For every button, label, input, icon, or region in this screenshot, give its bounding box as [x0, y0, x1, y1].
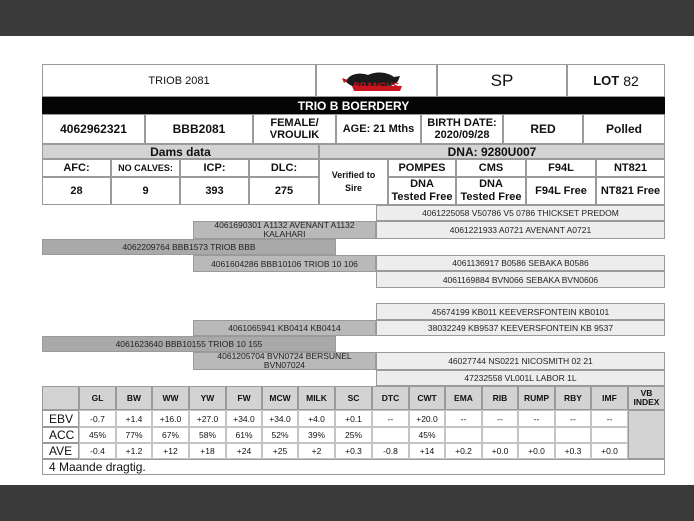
test-f94l-result: F94L Free	[526, 177, 596, 205]
ebv-value-cell: +0.2	[445, 443, 482, 459]
ebv-value-cell: +1.2	[116, 443, 152, 459]
ebv-column-header: MILK	[298, 386, 335, 410]
ebv-value-cell: --	[555, 410, 591, 427]
lot-number: 82	[623, 72, 639, 89]
ebv-row-label: AVE	[42, 443, 79, 459]
ebv-column-header: DTC	[372, 386, 409, 410]
ebv-value-cell: +0.0	[482, 443, 518, 459]
ebv-value-cell	[555, 427, 591, 443]
ebv-value-cell: 67%	[152, 427, 189, 443]
animal-colour: RED	[503, 114, 583, 144]
ebv-value-cell: --	[482, 410, 518, 427]
animal-age: AGE: 21 Mths	[336, 114, 421, 144]
ebv-value-cell: +0.3	[335, 443, 372, 459]
ebv-column-header: VB INDEX	[628, 386, 665, 410]
logo-text: BRANGUS	[353, 81, 399, 91]
ebv-value-cell: +4.0	[298, 410, 335, 427]
ebv-value-cell: 52%	[262, 427, 298, 443]
pedigree-sire-sire-dam: 4061221933 A0721 AVENANT A0721	[376, 221, 665, 239]
pedigree-dam-dam: 4061205704 BVN0724 BERSUNEL BVN07024	[193, 352, 376, 370]
ebv-value-cell: +24	[226, 443, 262, 459]
pedigree-sire-dam: 4061604286 BBB10106 TRIOB 10 106	[193, 255, 376, 272]
ebv-column-header: EMA	[445, 386, 482, 410]
ebv-value-cell: --	[518, 410, 555, 427]
ebv-value-cell: +0.1	[335, 410, 372, 427]
ebv-value-cell: +18	[189, 443, 226, 459]
ebv-value-cell: +16.0	[152, 410, 189, 427]
ebv-value-cell: 45%	[79, 427, 116, 443]
ebv-value-cell: +2	[298, 443, 335, 459]
no-calves-value: 9	[111, 177, 180, 205]
animal-polled: Polled	[583, 114, 665, 144]
ebv-column-header: WW	[152, 386, 189, 410]
pregnancy-note: 4 Maande dragtig.	[42, 459, 665, 475]
ebv-value-cell: +12	[152, 443, 189, 459]
ebv-value-cell: --	[445, 410, 482, 427]
ebv-value-cell: +1.4	[116, 410, 152, 427]
dlc-label: DLC:	[249, 159, 319, 177]
test-pompes-result: DNA Tested Free	[388, 177, 456, 205]
ebv-column-header: IMF	[591, 386, 628, 410]
top-letterbox-bar	[0, 0, 694, 36]
verified-to-sire: Verified to Sire	[319, 159, 388, 205]
ebv-column-header: RBY	[555, 386, 591, 410]
ebv-value-cell: -0.7	[79, 410, 116, 427]
ebv-corner-cell	[42, 386, 79, 410]
test-f94l-label: F94L	[526, 159, 596, 177]
pedigree-dam-dam-dam: 47232558 VL001L LABOR 1L	[376, 370, 665, 386]
afc-value: 28	[42, 177, 111, 205]
afc-label: AFC:	[42, 159, 111, 177]
lot-box	[567, 64, 665, 97]
animal-name-title: TRIO B BOERDERY	[42, 97, 665, 114]
dna-code: DNA: 9280U007	[319, 144, 665, 159]
ebv-value-cell: -0.8	[372, 443, 409, 459]
ebv-value-cell: +0.3	[555, 443, 591, 459]
pedigree-dam-sire-dam: 38032249 KB9537 KEEVERSFONTEIN KB 9537	[376, 320, 665, 336]
test-nt821-label: NT821	[596, 159, 665, 177]
ebv-value-cell: 45%	[409, 427, 445, 443]
animal-id: 4062962321	[42, 114, 145, 144]
ebv-value-cell: -0.4	[79, 443, 116, 459]
ebv-row-label: ACC	[42, 427, 79, 443]
ebv-column-header: RIB	[482, 386, 518, 410]
dlc-value: 275	[249, 177, 319, 205]
ebv-row-label: EBV	[42, 410, 79, 427]
pedigree-dam-sire: 4061065941 KB0414 KB0414	[193, 320, 376, 336]
pedigree-sire-sire-sire: 4061225058 V50786 V5 0786 THICKSET PREDOM	[376, 205, 665, 221]
ebv-column-header: YW	[189, 386, 226, 410]
ebv-value-cell: +20.0	[409, 410, 445, 427]
pedigree-dam-dam-sire: 46027744 NS0221 NICOSMITH 02 21	[376, 352, 665, 370]
test-cms-result: DNA Tested Free	[456, 177, 526, 205]
ebv-column-header: MCW	[262, 386, 298, 410]
ebv-value-cell: +0.0	[518, 443, 555, 459]
test-cms-label: CMS	[456, 159, 526, 177]
pedigree-sire-dam-dam: 4061169884 BVN066 SEBAKA BVN0606	[376, 271, 665, 288]
registration-name: TRIOB 2081	[42, 64, 316, 97]
bottom-letterbox-bar	[0, 485, 694, 521]
test-nt821-result: NT821 Free	[596, 177, 665, 205]
ebv-column-header: BW	[116, 386, 152, 410]
ebv-value-cell: 25%	[335, 427, 372, 443]
ebv-value-cell: +34.0	[262, 410, 298, 427]
ebv-value-cell	[445, 427, 482, 443]
dams-data-title: Dams data	[42, 144, 319, 159]
lot-label: LOT	[593, 73, 620, 88]
brangus-logo	[316, 64, 437, 97]
pedigree-dam-sire-sire: 45674199 KB011 KEEVERSFONTEIN KB0101	[376, 303, 665, 320]
ebv-value-cell: 77%	[116, 427, 152, 443]
ebv-column-header: FW	[226, 386, 262, 410]
pedigree-sire: 4062209764 BBB1573 TRIOB BBB	[42, 239, 336, 255]
ebv-value-cell: +14	[409, 443, 445, 459]
ebv-value-cell: 39%	[298, 427, 335, 443]
test-pompes-label: POMPES	[388, 159, 456, 177]
icp-label: ICP:	[180, 159, 249, 177]
ebv-column-header: GL	[79, 386, 116, 410]
ebv-column-header: RUMP	[518, 386, 555, 410]
pedigree-sire-dam-sire: 4061136917 B0586 SEBAKA B0586	[376, 255, 665, 271]
pedigree-sire-sire: 4061690301 A1132 AVENANT A1132 KALAHARI	[193, 221, 376, 239]
ebv-value-cell: 61%	[226, 427, 262, 443]
ebv-value-cell	[591, 427, 628, 443]
ebv-value-cell: --	[591, 410, 628, 427]
vb-index-cell	[628, 410, 665, 459]
sp-label: SP	[437, 64, 567, 97]
pedigree-dam: 4061623640 BBB10155 TRIOB 10 155	[42, 336, 336, 352]
ebv-value-cell: +34.0	[226, 410, 262, 427]
ebv-value-cell	[372, 427, 409, 443]
ebv-value-cell	[482, 427, 518, 443]
ebv-value-cell	[518, 427, 555, 443]
birth-date: BIRTH DATE: 2020/09/28	[421, 114, 503, 144]
ebv-value-cell: 58%	[189, 427, 226, 443]
no-calves-label: NO CALVES:	[111, 159, 180, 177]
ebv-value-cell: +27.0	[189, 410, 226, 427]
animal-sex: FEMALE/ VROULIK	[253, 114, 336, 144]
ebv-value-cell: --	[372, 410, 409, 427]
ebv-column-header: CWT	[409, 386, 445, 410]
ebv-value-cell: +25	[262, 443, 298, 459]
icp-value: 393	[180, 177, 249, 205]
animal-tag: BBB2081	[145, 114, 253, 144]
ebv-column-header: SC	[335, 386, 372, 410]
ebv-value-cell: +0.0	[591, 443, 628, 459]
